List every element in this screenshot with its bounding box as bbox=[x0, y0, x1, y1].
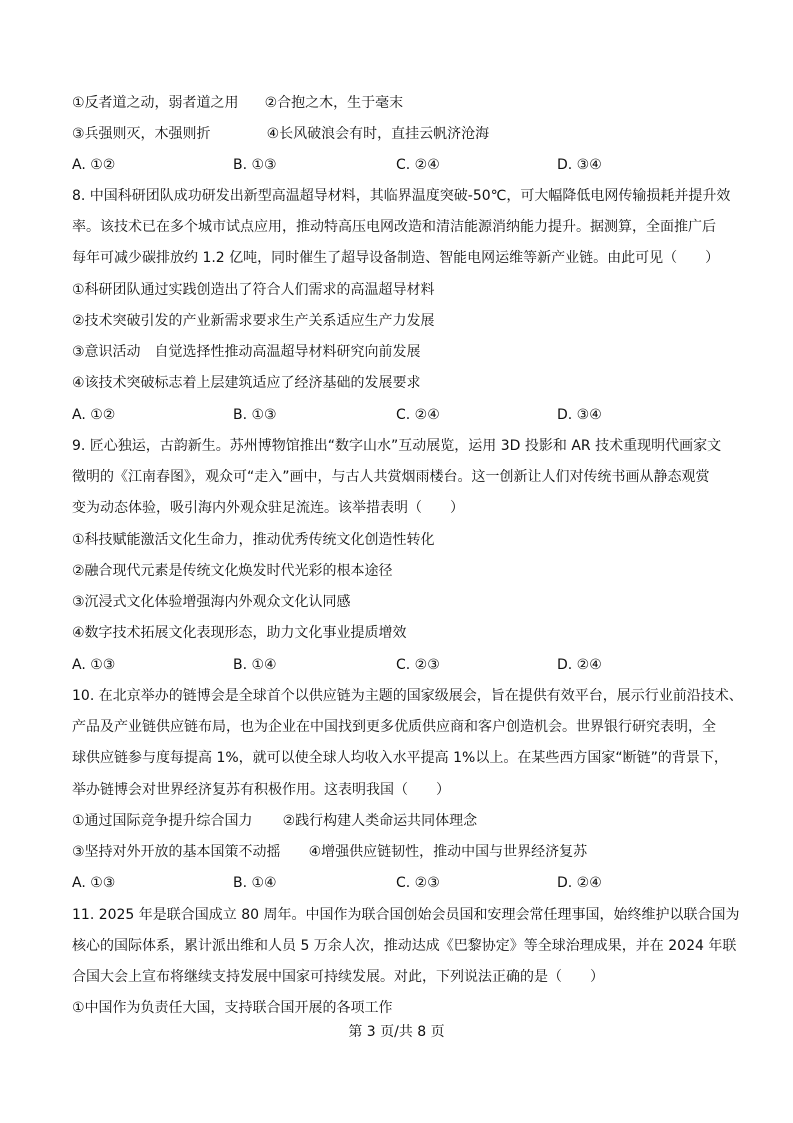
q8-stem-line-3: 每年可减少碳排放约 1.2 亿吨，同时催生了超导设备制造、智能电网运维等新产业链。由此可见（ ） bbox=[72, 250, 720, 266]
q9-option-a[interactable]: A. ①③ bbox=[72, 657, 116, 673]
q9-stem-line-3: 变为动态体验，吸引海内外观众驻足流连。该举措表明（ ） bbox=[72, 500, 464, 516]
q7-statement-2: ②合抱之木，生于毫末 bbox=[264, 95, 404, 111]
q10-option-d[interactable]: D. ②④ bbox=[557, 875, 602, 891]
q7-option-b[interactable]: B. ①③ bbox=[233, 157, 277, 173]
q8-statement-4: ④该技术突破标志着上层建筑适应了经济基础的发展要求 bbox=[72, 375, 421, 391]
q7-statement-row-1 bbox=[72, 93, 732, 113]
q9-stem-line-2: 徵明的《江南春图》，观众可“走入”画中，与古人共赏烟雨楼台。这一创新让人们对传统书画从静态观赏 bbox=[72, 469, 710, 485]
q10-option-c[interactable]: C. ②③ bbox=[396, 875, 440, 891]
page-number-footer: 第 3 页/共 8 页 bbox=[348, 1024, 445, 1040]
q11-stem-line-1: 11. 2025 年是联合国成立 80 周年。中国作为联合国创始会员国和安理会常任理事国，始终维护以联合国为 bbox=[72, 907, 740, 923]
q10-statement-3: ③坚持对外开放的基本国策不动摇 bbox=[72, 844, 281, 860]
q7-statement-row-2 bbox=[72, 124, 732, 144]
q7-option-c[interactable]: C. ②④ bbox=[396, 157, 440, 173]
q8-option-c[interactable]: C. ②④ bbox=[396, 407, 440, 423]
q10-statement-1: ①通过国际竞争提升综合国力 bbox=[72, 813, 253, 829]
q10-stem-line-2: 产品及产业链供应链布局，也为企业在中国找到更多优质供应商和客户创造机会。世界银行研究表明，全 bbox=[72, 719, 716, 735]
q10-option-a[interactable]: A. ①③ bbox=[72, 875, 116, 891]
q11-statement-1: ①中国作为负责任大国，支持联合国开展的各项工作 bbox=[72, 1000, 393, 1016]
q8-option-d[interactable]: D. ③④ bbox=[557, 407, 602, 423]
q11-stem-line-3: 合国大会上宣布将继续支持发展中国家可持续发展。对此，下列说法正确的是（ ） bbox=[72, 969, 604, 985]
q10-stem-line-1: 10. 在北京举办的链博会是全球首个以供应链为主题的国家级展会，旨在提供有效平台，展示行业前沿技术、 bbox=[72, 688, 743, 704]
q10-statement-2: ②践行构建人类命运共同体理念 bbox=[282, 813, 478, 829]
q10-stem-line-3: 球供应链参与度每提高 1%，就可以使全球人均收入水平提高 1%以上。在某些西方国家“断链”的背景下， bbox=[72, 750, 728, 766]
q8-option-a[interactable]: A. ①② bbox=[72, 407, 116, 423]
q9-statement-2: ②融合现代元素是传统文化焕发时代光彩的根本途径 bbox=[72, 563, 393, 579]
q9-stem-line-1: 9. 匠心独运，古韵新生。苏州博物馆推出“数字山水”互动展览，运用 3D 投影和 AR 技术重现明代画家文 bbox=[72, 438, 722, 454]
q10-stem-line-4: 举办链博会对世界经济复苏有积极作用。这表明我国（ ） bbox=[72, 782, 450, 798]
q7-statement-1: ①反者道之动，弱者道之用 bbox=[72, 95, 239, 111]
q8-statement-2: ②技术突破引发的产业新需求要求生产关系适应生产力发展 bbox=[72, 313, 435, 329]
q8-statement-1: ①科研团队通过实践创造出了符合人们需求的高温超导材料 bbox=[72, 282, 435, 298]
q8-stem-line-1: 8. 中国科研团队成功研发出新型高温超导材料，其临界温度突破-50℃，可大幅降低电网传输损耗并提升效 bbox=[72, 188, 731, 204]
q9-option-c[interactable]: C. ②③ bbox=[396, 657, 440, 673]
q9-statement-1: ①科技赋能激活文化生命力，推动优秀传统文化创造性转化 bbox=[72, 532, 435, 548]
q11-stem-line-2: 核心的国际体系，累计派出维和人员 5 万余人次，推动达成《巴黎协定》等全球治理成果，并在 2024 年联 bbox=[72, 938, 737, 954]
q10-statement-4: ④增强供应链韧性，推动中国与世界经济复苏 bbox=[308, 844, 588, 860]
q8-statement-3: ③意识活动 自觉选择性推动高温超导材料研究向前发展 bbox=[72, 344, 421, 360]
q10-statement-row-2 bbox=[72, 842, 732, 862]
q9-statement-4: ④数字技术拓展文化表现形态，助力文化事业提质增效 bbox=[72, 625, 407, 641]
q8-stem-line-2: 率。该技术已在多个城市试点应用，推动特高压电网改造和清洁能源消纳能力提升。据测算，全面推广后 bbox=[72, 219, 716, 235]
q10-statement-row-1 bbox=[72, 811, 732, 831]
q8-option-b[interactable]: B. ①③ bbox=[233, 407, 277, 423]
q7-statement-3: ③兵强则灭，木强则折 bbox=[72, 126, 211, 142]
q7-statement-4: ④长风破浪会有时，直挂云帆济沧海 bbox=[266, 126, 490, 142]
q9-statement-3: ③沉浸式文化体验增强海内外观众文化认同感 bbox=[72, 594, 351, 610]
q9-option-b[interactable]: B. ①④ bbox=[233, 657, 277, 673]
q9-option-d[interactable]: D. ②④ bbox=[557, 657, 602, 673]
q10-option-b[interactable]: B. ①④ bbox=[233, 875, 277, 891]
q7-option-d[interactable]: D. ③④ bbox=[557, 157, 602, 173]
q7-option-a[interactable]: A. ①② bbox=[72, 157, 116, 173]
